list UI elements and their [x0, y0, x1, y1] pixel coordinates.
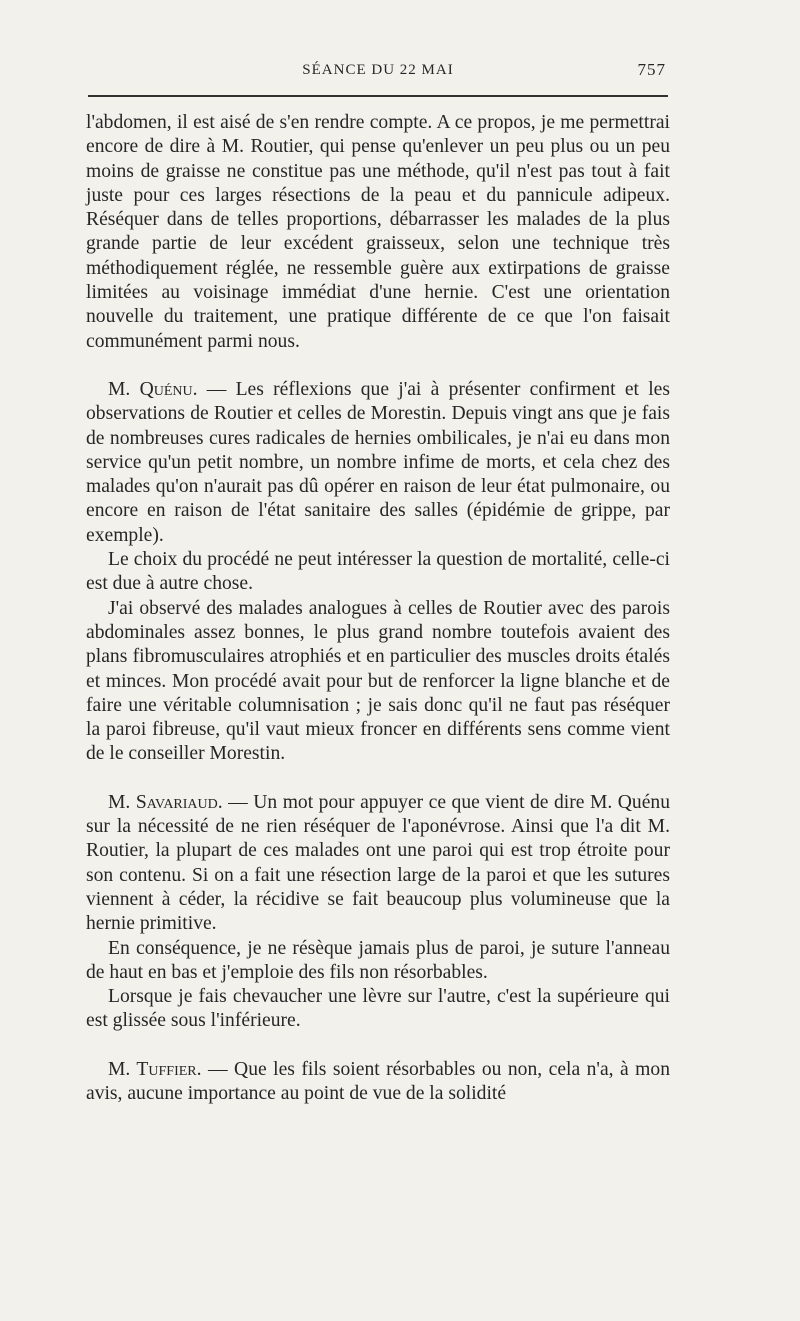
paragraph: Le choix du procédé ne peut intéresser la question de mortalité, celle-ci est due à autre chose.	[86, 549, 670, 595]
paragraph: J'ai observé des malades analogues à celles de Routier avec des parois abdominales assez bonnes, le plus grand nombre toutefois avaient des plans fibromusculaires atrophiés et en particulier des muscles droits étalés et minces. Mon procédé avait pour but de renforcer la ligne blanche et de faire une véritable columnisation ; je sais donc qu'il ne faut pas réséquer la paroi fibreuse, qu'il vaut mieux froncer en différents sens comme vient de le conseiller Morestin.	[86, 597, 670, 765]
paragraph-speech: M. Tuffier. — Que les fils soient résorbables ou non, cela n'a, à mon avis, aucune importance au point de vue de la solidité	[86, 1058, 670, 1104]
page-number: 757	[637, 60, 666, 79]
speaker-name: M. Quénu.	[108, 378, 198, 400]
paragraph: Lorsque je fais chevaucher une lèvre sur l'autre, c'est la supérieure qui est glissée sous l'inférieure.	[86, 986, 670, 1032]
paragraph: En conséquence, je ne résèque jamais plus de paroi, je suture l'anneau de haut en bas et j'emploie des fils non résorbables.	[86, 937, 670, 983]
speaker-name: M. Tuffier.	[108, 1058, 202, 1080]
body-text	[86, 111, 670, 1106]
header-rule	[88, 95, 668, 97]
running-header-title: SÉANCE DU 22 MAI	[302, 62, 454, 78]
paragraph: l'abdomen, il est aisé de s'en rendre compte. A ce propos, je me permettrai encore de dire à M. Routier, qui pense qu'enlever un peu plus ou un peu moins de graisse ne constitue pas une méthode, qu'il n'est pas tout à fait juste pour ces larges résections de la peau et du pannicule adipeux. Réséquer dans de telles proportions, débarrasser les malades de la plus grande partie de leur excédent graisseux, selon une technique très méthodiquement réglée, ne ressemble guère aux extirpations de graisse limitées au voisinage immédiat d'une hernie. C'est une orientation nouvelle du traitement, une pratique différente de ce que l'on faisait communément parmi nous.	[86, 112, 670, 352]
speaker-name: M. Savariaud.	[108, 791, 223, 813]
paragraph-speech: M. Savariaud. — Un mot pour appuyer ce que vient de dire M. Quénu sur la nécessité de ne rien réséquer de l'aponévrose. Ainsi que l'a dit M. Routier, la plupart de ces malades ont une paroi qui est trop étroite pour son contenu. Si on a fait une résection large de la paroi et que les sutures viennent à céder, la récidive se fait beaucoup plus volumineuse que la hernie primitive.	[86, 791, 670, 935]
running-header	[88, 60, 668, 86]
paragraph-speech: M. Quénu. — Les réflexions que j'ai à présenter confirment et les observations de Routier et celles de Morestin. Depuis vingt ans que je fais de nombreuses cures radicales de hernies ombilicales, je n'ai eu dans mon service qu'un petit nombre, un nombre infime de morts, et cela chez des malades qu'on n'aurait pas dû opérer en raison de leur état pulmonaire, ou encore en raison de l'état sanitaire des salles (épidémie de grippe, par exemple).	[86, 378, 670, 546]
